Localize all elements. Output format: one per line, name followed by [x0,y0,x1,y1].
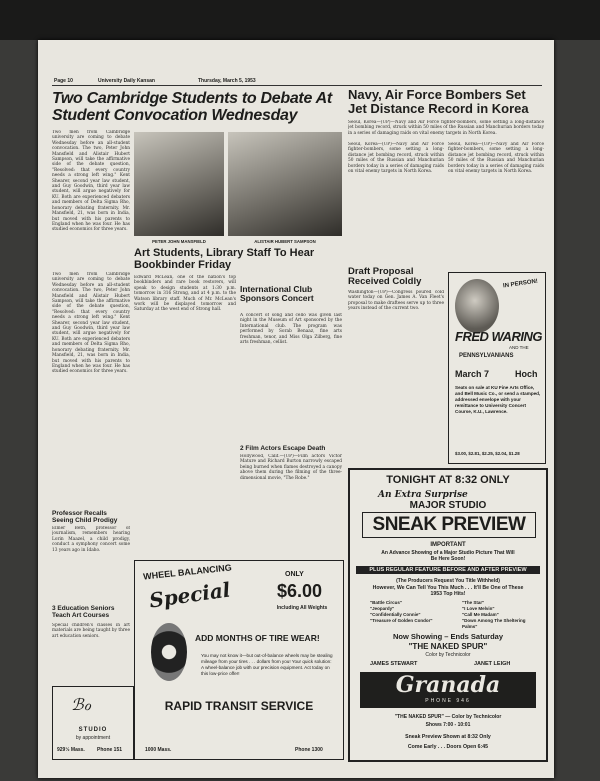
preview-major: MAJOR STUDIO [409,500,487,511]
sunday-headline: 3 Education Seniors Teach Art Courses [52,605,115,619]
masthead-rule [52,85,542,86]
draft-body: Washington—(UP)—Congress poured cold water today on Gen. James A. Van Fleet's proposal to make draftees serve up to three years instead of the current two. [348,290,444,312]
preview-hits-right [462,600,542,630]
navy-body-cont: Seoul, Korea—(UP)—Navy and Air Force fighter-bombers, some setting a long-distance jet bombing record, struck within 50 miles of the Russian and Manchurian borders today in a series of damaging raids on vital enemy targets in North Korea. [448,142,544,175]
draft-headline: Draft Proposal Received Coldly [348,266,422,287]
preview-star-1: JAMES STEWART [370,661,418,667]
studio-address: 929½ Mass. [57,747,85,753]
professor-headline: Professor Recalls Seeing Child Prodigy [52,510,118,524]
hit-item: "Confidentially Connie" [370,612,421,617]
newspaper-page [38,40,554,778]
hit-item: "Jeopardy" [370,606,395,611]
rapid-name: RAPID TRANSIT SERVICE [164,699,314,713]
rapid-special: Special [147,577,232,613]
preview-hits-left [370,600,433,624]
tire-illustration [151,623,187,681]
waring-group: PENNSYLVANIANS [459,353,514,359]
waring-prices: $3.00, $2.81, $2.25, $2.04, $1.28 [455,451,520,456]
preview-advance: An Advance Showing of a Major Studio Picture That Will Be Here Soon! [381,550,515,562]
art-body: Edward McLean, one of the nation's top bookbinders and rare book restorers, will speak to design students at 1:30 p.m. tomorrow in 316 Strong, and at 4 p.m. to the Watson library staff. Much of Mr. McLean's work will be displayed tomorrow and Saturday at the west end of Strong hall. [134,275,236,313]
preview-however: However, We Can Tell You This Much . . . It'll Be One of These 1953 Top Hits! [372,585,524,598]
mansfield-caption: PETER JOHN MANSFIELD [152,239,206,244]
rapid-transit-ad [134,560,344,760]
hit-item: "Down Among The Sheltering Palms" [462,618,526,629]
page-number: Page 10 [54,78,73,84]
waring-ad [448,272,546,464]
hit-item: "Treasure of Golden Condor" [370,618,433,623]
intl-headline: International Club Sponsors Concert [240,284,314,303]
waring-portrait [455,279,499,333]
preview-sneak-time: Sneak Preview Shown at 8:32 Only [405,734,491,740]
preview-tonight: TONIGHT AT 8:32 ONLY [386,474,510,486]
navy-lead: Seoul, Korea—(UP)—Navy and Air Force fighter-bombers, some setting a long-distance jet bombing record, struck within 50 miles of the Russian and Manchurian borders today in a series of damaging raids on vital enemy targets in North Korea. [348,120,544,136]
sampson-caption: ALISTAIR HUBERT SAMPSON [254,239,316,244]
films-headline: 2 Film Actors Escape Death [240,445,326,452]
hit-item: "Battle Circus" [370,600,403,605]
preview-extra: An Extra Surprise [378,490,468,500]
sunday-body: Special children's classes in art materials are being taught by three art education seniors. [52,623,130,639]
studio-logo: ℬℴ [71,695,91,714]
debate-body-cont: Two men from Cambridge university are coming to debate Wednesday before an all-student convocation. The two, Peter John Mansfield and Alistair Hubert Sampson, will take the affirmative side of the debate question, "Resolved: that every country needs a strong left wing." Kent Shearer, second year law student, and Guy Goodwin, third year law student, will argue negatively for KU. Both are experienced debaters and members of Delta Sigma Rho, honorary debating fraternity. Mr. Mansfield, 21, was born in India, but moved with his parents to England when he was four. He has studied economics for three years. [52,272,130,375]
debate-body: Two men from Cambridge university are coming to debate Wednesday before an all-student convocation. The two, Peter John Mansfield and Alistair Hubert Sampson, will take the affirmative side of the debate question, "Resolved: that every country needs a strong left wing." Kent Shearer, second year law student, and Guy Goodwin, third year law student, will argue negatively for KU. Both are experienced debaters and members of Delta Sigma Rho, honorary debating fraternity. Mr. Mansfield, 21, was born in India, but moved with his parents to England when he was four. He has studied economics for three years. [52,130,130,233]
navy-body: Seoul, Korea—(UP)—Navy and Air Force fighter-bombers, some setting a long-distance jet bombing record, struck within 50 miles of the Russian and Manchurian borders today in a series of damaging raids on vital enemy targets in North Korea. [348,142,444,175]
intl-body: A concert of song and cello was given last night in the Museum of Art sponsored by the International club. The program was performed by Sorab Benaaz, fine arts freshman, tenor, and Miss Olga Zilberg, fine arts freshman, cellist. [240,313,342,346]
granada-phone: PHONE 946 [425,698,471,704]
rapid-price: $6.00 [277,581,323,601]
waring-in-person: IN PERSON! [502,278,539,290]
background [0,0,600,40]
studio-phone: Phone 151 [97,747,123,753]
granada-ad [348,468,548,762]
preview-important: IMPORTANT [430,542,466,548]
waring-info: Seats on sale at KU Fine Arts Office, and Bell Music Co., or send a stamped, addressed envelope with your remittance to University Concert Course, K.U., Lawrence. [455,385,541,414]
waring-name: FRED WARING [455,329,542,344]
hit-item: "Call Me Madam" [462,612,499,617]
issue-date: Thursday, March 5, 1953 [198,78,256,84]
professor-body: Elmer Beth, professor of journalism, remembers hearing Lorin Maazel, a child prodigy, conduct a symphony concert some 13 years ago in Idaho. [52,526,130,553]
waring-and: AND THE [509,345,529,350]
rapid-only: ONLY [285,571,304,578]
preview-early: Come Early . . . Doors Open 6:45 [407,744,489,750]
preview-film2: "THE NAKED SPUR" — Color by Technicolor [394,714,502,720]
studio-name: STUDIO [78,727,108,733]
granada-logo: Granada [395,672,501,698]
studio-by: by appointment [75,735,111,741]
rapid-text: You may not know it—but out-of-balance wheels may be stealing mileage from your tires . . . dollars from you! Your quick solution: A wheel-balance job with our precision equipment. Act today on this low-price offer! [201,653,333,676]
preview-plus: PLUS REGULAR FEATURE BEFORE AND AFTER PREVIEW [356,566,540,574]
preview-sneak: SNEAK PREVIEW [362,512,536,538]
waring-date: March 7 [455,369,490,379]
art-headline: Art Students, Library Staff To Hear Bookbinder Friday [134,247,315,271]
waring-place: Hoch [515,369,538,379]
preview-request: (The Producers Request You Title Withheld) [396,578,500,584]
preview-now: Now Showing – Ends Saturday [392,632,503,641]
rapid-phone: Phone 1300 [295,747,323,753]
debate-headline: Two Cambridge Students to Debate At Student Convocation Wednesday [52,90,332,124]
hit-item: "I Love Melvin" [462,606,495,611]
preview-star-2: JANET LEIGH [474,661,511,667]
preview-color: Color by Technicolor [425,652,471,658]
hit-item: "The Star" [462,600,485,605]
rapid-wheel-label: WHEEL BALANCING [142,562,233,582]
preview-film: "THE NAKED SPUR" [408,642,488,651]
granada-logo-box [360,672,536,708]
mansfield-photo [134,132,224,236]
rapid-including: Including All Weights [276,605,328,611]
studio-ad [52,686,134,760]
navy-headline: Navy, Air Force Bombers Set Jet Distance Record in Korea [348,87,529,116]
paper-name: University Daily Kansan [98,78,155,84]
rapid-miles: ADD MONTHS OF TIRE WEAR! [195,633,320,643]
rapid-address: 1000 Mass. [145,747,172,753]
films-body: Hollywood, Calif.—(UP)—Film actors Victor Mature and Richard Burton narrowly escaped being burned when flames destroyed a canopy above them during the filming of the three-dimensional movie, "The Robe." [240,454,342,481]
sampson-photo [228,132,342,236]
preview-shows: Shows 7:00 - 10:01 [425,722,471,728]
